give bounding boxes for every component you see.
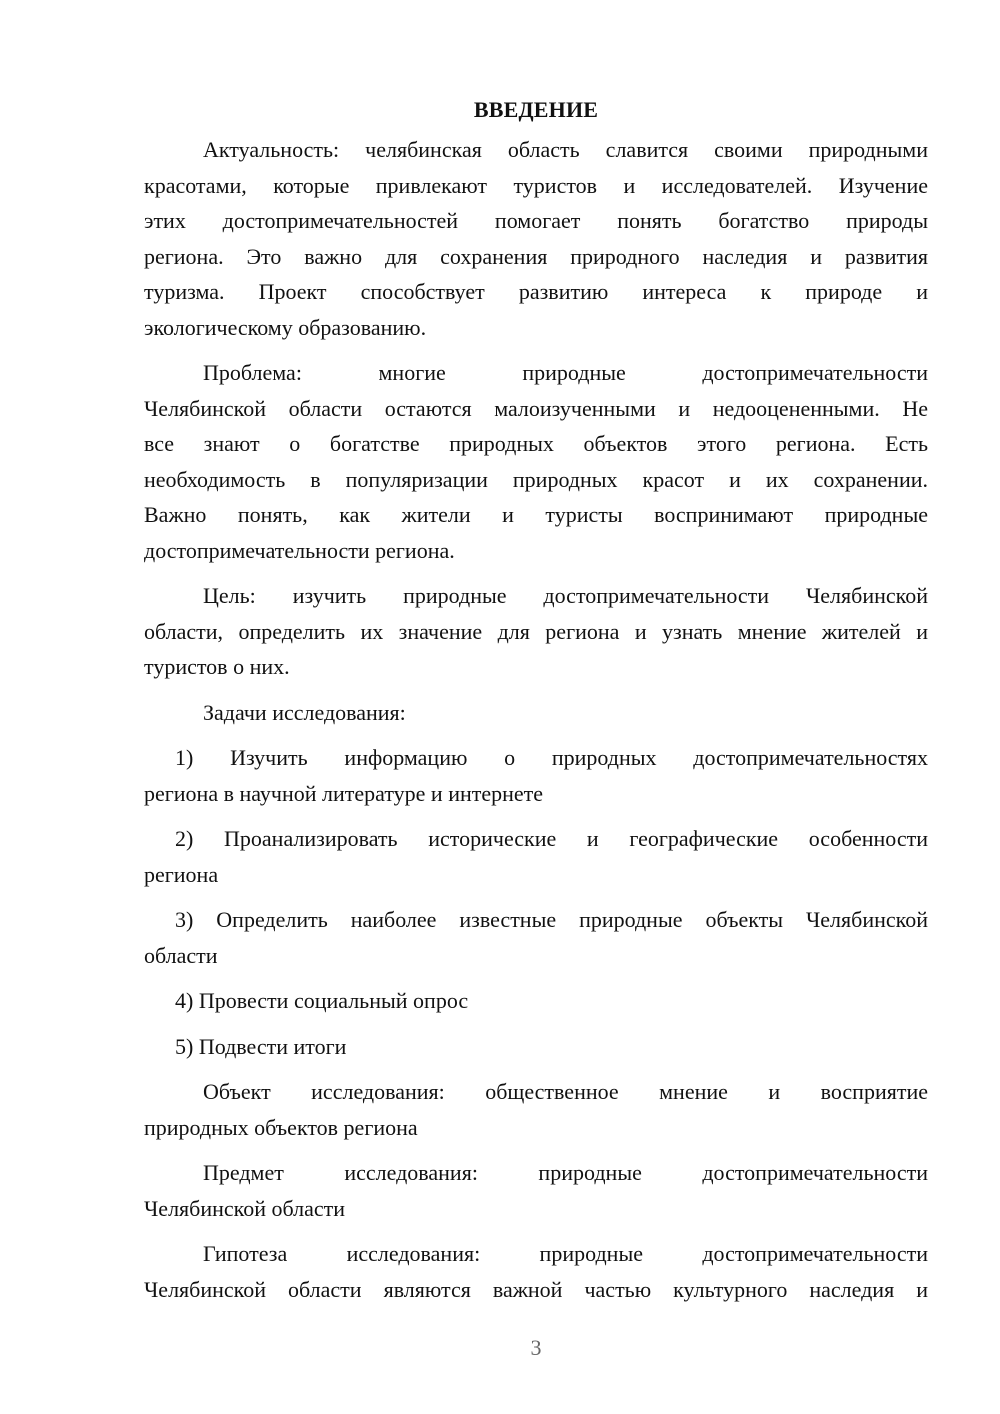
text-line: экологическому образованию. — [144, 314, 427, 340]
text-line: Задачи исследования: — [203, 699, 406, 725]
text-line: этих достопримечательностей помогает понять богатство природы — [144, 208, 928, 233]
text-line: области, определить их значение для региона и узнать мнение жителей и — [144, 618, 928, 644]
object-paragraph — [144, 1074, 928, 1145]
subject-paragraph — [144, 1155, 928, 1226]
text-line: Гипотеза исследования: природные достопримечательности — [203, 1241, 928, 1266]
task-item-4 — [144, 983, 928, 1019]
text-line: природных объектов региона — [144, 1114, 418, 1140]
text-line: Челябинской области — [144, 1195, 346, 1221]
page-heading: ВВЕДЕНИЕ — [473, 97, 599, 122]
tasks-title — [144, 695, 928, 731]
text-line: Челябинской области являются важной частью культурного наследия и — [144, 1276, 928, 1302]
relevance-paragraph — [144, 132, 928, 345]
text-line: Объект исследования: общественное мнение и восприятие — [203, 1079, 928, 1104]
text-line: Актуальность: челябинская область славится своими природными — [203, 137, 928, 162]
text-line: области — [144, 942, 218, 968]
text-line: красотами, которые привлекают туристов и исследователей. Изучение — [144, 172, 928, 198]
text-line: туризма. Проект способствует развитию интереса к природе и — [144, 279, 928, 304]
page-number: 3 — [530, 1335, 542, 1360]
text-line: Предмет исследования: природные достопримечательности — [203, 1160, 928, 1185]
text-line: все знают о богатстве природных объектов этого региона. Есть — [144, 431, 928, 456]
goal-paragraph — [144, 578, 928, 685]
text-line: необходимость в популяризации природных красот и их сохранении. — [144, 466, 928, 492]
text-line: региона — [144, 861, 219, 887]
text-line: региона в научной литературе и интернете — [144, 780, 544, 806]
hypothesis-paragraph — [144, 1236, 928, 1307]
text-line: Важно понять, как жители и туристы воспринимают природные — [144, 502, 928, 527]
task-item-3 — [144, 902, 928, 973]
text-line: 3) Определить наиболее известные природные объекты Челябинской — [175, 907, 928, 932]
text-line: Челябинской области остаются малоизученными и недооцененными. Не — [144, 395, 928, 421]
text-line: Цель: изучить природные достопримечательности Челябинской — [203, 583, 928, 608]
task-item-5 — [144, 1029, 928, 1065]
problem-paragraph — [144, 355, 928, 568]
text-line: региона. Это важно для сохранения природного наследия и развития — [144, 243, 928, 269]
task-item-1 — [144, 740, 928, 811]
text-line: достопримечательности региона. — [144, 537, 455, 563]
task-item-2 — [144, 821, 928, 892]
text-line: 2) Проанализировать исторические и географические особенности — [175, 826, 928, 851]
text-line: Проблема: многие природные достопримечательности — [203, 360, 928, 385]
text-line: туристов о них. — [144, 654, 290, 679]
text-line: 1) Изучить информацию о природных достопримечательностях — [175, 745, 928, 770]
text-line: 4) Провести социальный опрос — [175, 988, 469, 1013]
text-line: 5) Подвести итоги — [175, 1033, 347, 1059]
page-content — [144, 92, 928, 1317]
